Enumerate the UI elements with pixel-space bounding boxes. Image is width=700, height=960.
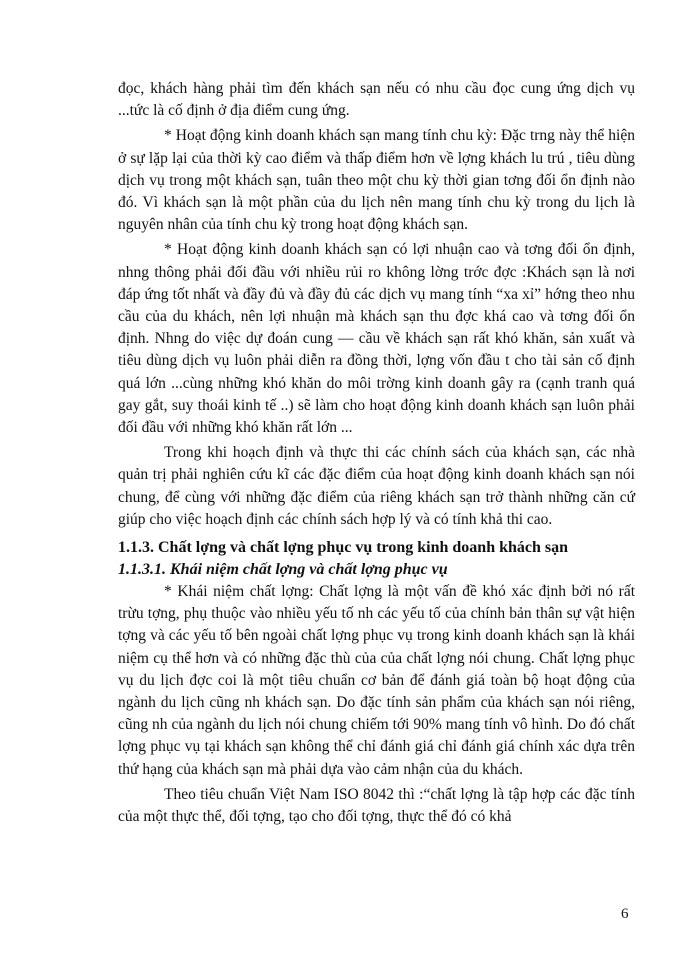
paragraph-continuation: đọc, khách hàng phải tìm đến khách sạn nếu có nhu cầu đọc cung ứng dịch vụ ...tức là cố định ở địa điểm cung ứng. — [118, 80, 635, 120]
section-heading: 1.1.3. Chất lợng và chất lợng phục vụ trong kinh doanh khách sạn — [118, 539, 569, 557]
paragraph-iso-standard: Theo tiêu chuẩn Việt Nam ISO 8042 thì :“chất lợng là tập hợp các đặc tính của một thực thể, đối tợng, tạo cho đối tợng, thực thể đó có khả — [118, 785, 635, 826]
page-number: 6 — [621, 906, 629, 922]
paragraph-cyclical: * Hoạt động kinh doanh khách sạn mang tính chu kỳ: Đặc trng này thể hiện ở sự lặp lại của thời kỳ cao điểm và thấp điểm hơn về lợng khách lu trú , tiêu dùng dịch vụ trong một khách sạn, tuân theo một chu kỳ thời gian tơng đối ổn định nào đó. Vì khách sạn là một phần của du lịch nên mang tính chu kỳ trong du lịch là nguyên nhân của tính chu kỳ trong hoạt động khách sạn. — [118, 127, 635, 234]
paragraph-planning: Trong khi hoạch định và thực thi các chính sách của khách sạn, các nhà quản trị phải nghiên cứu kĩ các đặc điểm của hoạt động kinh doanh khách sạn nói chung, để cùng với những đặc điểm của riêng khách sạn trở thành những căn cứ giúp cho việc hoạch định các chính sách hợp lý và có tính khả thi cao. — [118, 444, 635, 528]
page-body — [118, 78, 635, 828]
subsection-heading: 1.1.3.1. Khái niệm chất lợng và chất lợng phục vụ — [118, 561, 448, 579]
paragraph-profit: * Hoạt động kinh doanh khách sạn có lợi nhuận cao và tơng đối ổn định, nhng thông phải đối đầu với nhiều rủi ro không lờng trớc đợc :Khách sạn là nơi đáp ứng tốt nhất và đầy đủ và đầy đủ các dịch vụ mang tính “xa xỉ” hớng theo nhu cầu của du khách, nên lợi nhuận mà khách sạn thu đợc khá cao và tơng đối ổn định. Nhng do việc dự đoán cung — cầu về khách sạn rất khó khăn, sản xuất và tiêu dùng dịch vụ luôn phải diễn ra đồng thời, lợng vốn đầu t cho tài sản cố định quá lớn ...cùng những khó khăn do môi trờng kinh doanh gây ra (cạnh tranh quá gay gắt, suy thoái kinh tế ..) sẽ làm cho hoạt động kinh doanh khách sạn luôn phải đối đầu với những khó khăn rất lớn ... — [118, 241, 635, 437]
paragraph-quality-concept: * Khái niệm chất lợng: Chất lợng là một vấn đề khó xác định bởi nó rất trừu tợng, phụ thuộc vào nhiều yếu tố nh các yếu tố của chính bản thân sự vật hiện tợng và các yếu tố bên ngoài chất lợng phục vụ trong kinh doanh khách sạn là khái niệm cụ thể hơn và có những đặc thù của của chất lợng nói chung. Chất lợng phục vụ du lịch đợc coi là một tiêu chuẩn cơ bản để đánh giá toàn bộ hoạt động của ngành du lịch cũng nh khách sạn. Do đặc tính sản phẩm của khách sạn nói riêng, cũng nh của ngành du lịch nói chung chiếm tới 90% mang tính vô hình. Do đó chất lợng phục vụ tại khách sạn không thể chỉ đánh giá chỉ đánh giá chính xác dựa trên thứ hạng của khách sạn mà phải dựa vào cảm nhận của du khách. — [118, 583, 635, 778]
